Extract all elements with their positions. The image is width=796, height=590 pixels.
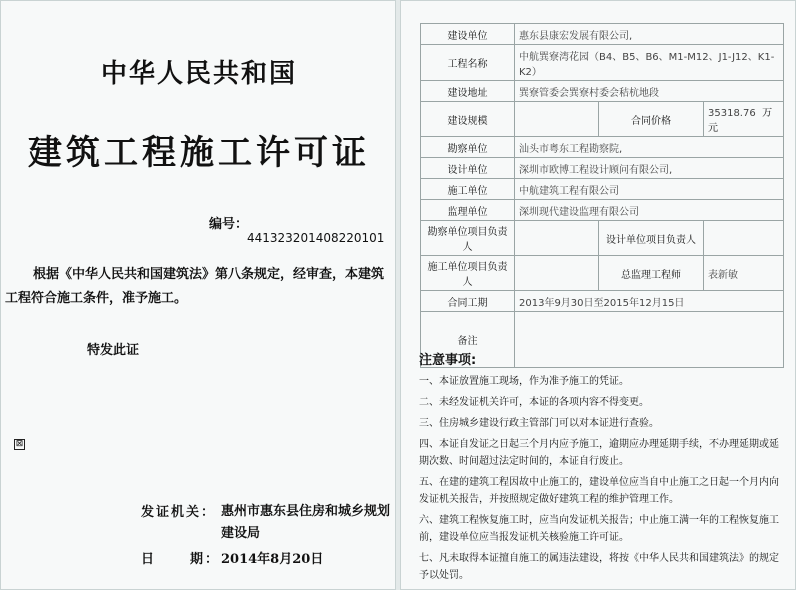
notice-title: 注意事项: [419, 353, 477, 368]
list-item: 三、住房城乡建设行政主管部门可以对本证进行查验。 [419, 418, 659, 429]
special-issue-text: 特发此证 [87, 343, 140, 358]
table-row: 设计单位 深圳市欧博工程设计顾问有限公司, [421, 158, 784, 179]
notice-list [419, 373, 785, 588]
project-info-table [420, 23, 784, 368]
table-row: 备注 [421, 312, 784, 368]
certificate-number: 441323201408220101 [247, 231, 385, 245]
table-row: 建设规模 合同价格 35318.76 万元 [421, 102, 784, 137]
issuer-label: 发证机关： [141, 505, 217, 520]
table-row: 勘察单位 汕头市粤东工程勘察院, [421, 137, 784, 158]
table-row: 勘察单位项目负责人 设计单位项目负责人 [421, 221, 784, 256]
table-row: 施工单位 中航建筑工程有限公司 [421, 179, 784, 200]
broken-image-icon: ⊠ [15, 439, 24, 449]
table-row: 建设地址 巽寮管委会巽寮村委会秸杭地段 [421, 81, 784, 102]
number-label: 编号： [209, 217, 249, 232]
certificate-details-page [400, 0, 796, 590]
table-row: 监理单位 深圳现代建设监理有限公司 [421, 200, 784, 221]
certificate-cover-page [0, 0, 396, 590]
table-row: 合同工期 2013年9月30日至2015年12月15日 [421, 291, 784, 312]
certificate-title: 建筑工程施工许可证 [28, 133, 370, 173]
table-row: 建设单位 惠东县康宏发展有限公司, [421, 24, 784, 45]
country-title: 中华人民共和国 [100, 59, 297, 89]
date-label: 日 期： [141, 552, 221, 567]
list-item: 五、在建的建筑工程因故中止施工的，建设单位应当自中止施工之日起一个月内向发证机关报告，并按照规定做好建筑工程的维护管理工作。 [419, 477, 779, 505]
certificate-statement: 根据《中华人民共和国建筑法》第八条规定，经审查，本建筑工程符合施工条件，准予施工。 [5, 267, 385, 306]
list-item: 二、未经发证机关许可，本证的各项内容不得变更。 [419, 397, 649, 408]
list-item: 六、建筑工程恢复施工时，应当向发证机关报告；中止施工满一年的工程恢复施工前，建设单位应当报发证机关核验施工许可证。 [419, 515, 779, 543]
list-item: 四、本证自发证之日起三个月内应予施工，逾期应办理延期手续，不办理延期或延期次数、时间超过法定时间的，本证自行废止。 [419, 439, 779, 467]
issue-date: 2014年8月20日 [221, 552, 324, 567]
table-row: 工程名称 中航巽寮湾花园（B4、B5、B6、M1-M12、J1-J12、K1-K2） [421, 45, 784, 81]
list-item: 一、本证放置施工现场，作为准予施工的凭证。 [419, 376, 629, 387]
list-item: 七、凡未取得本证擅自施工的属违法建设，将按《中华人民共和国建筑法》的规定予以处罚。 [419, 553, 779, 581]
table-row: 施工单位项目负责人 总监理工程师 表新敏 [421, 256, 784, 291]
issuing-authority: 惠州市惠东县住房和城乡规划建设局 [221, 504, 391, 541]
